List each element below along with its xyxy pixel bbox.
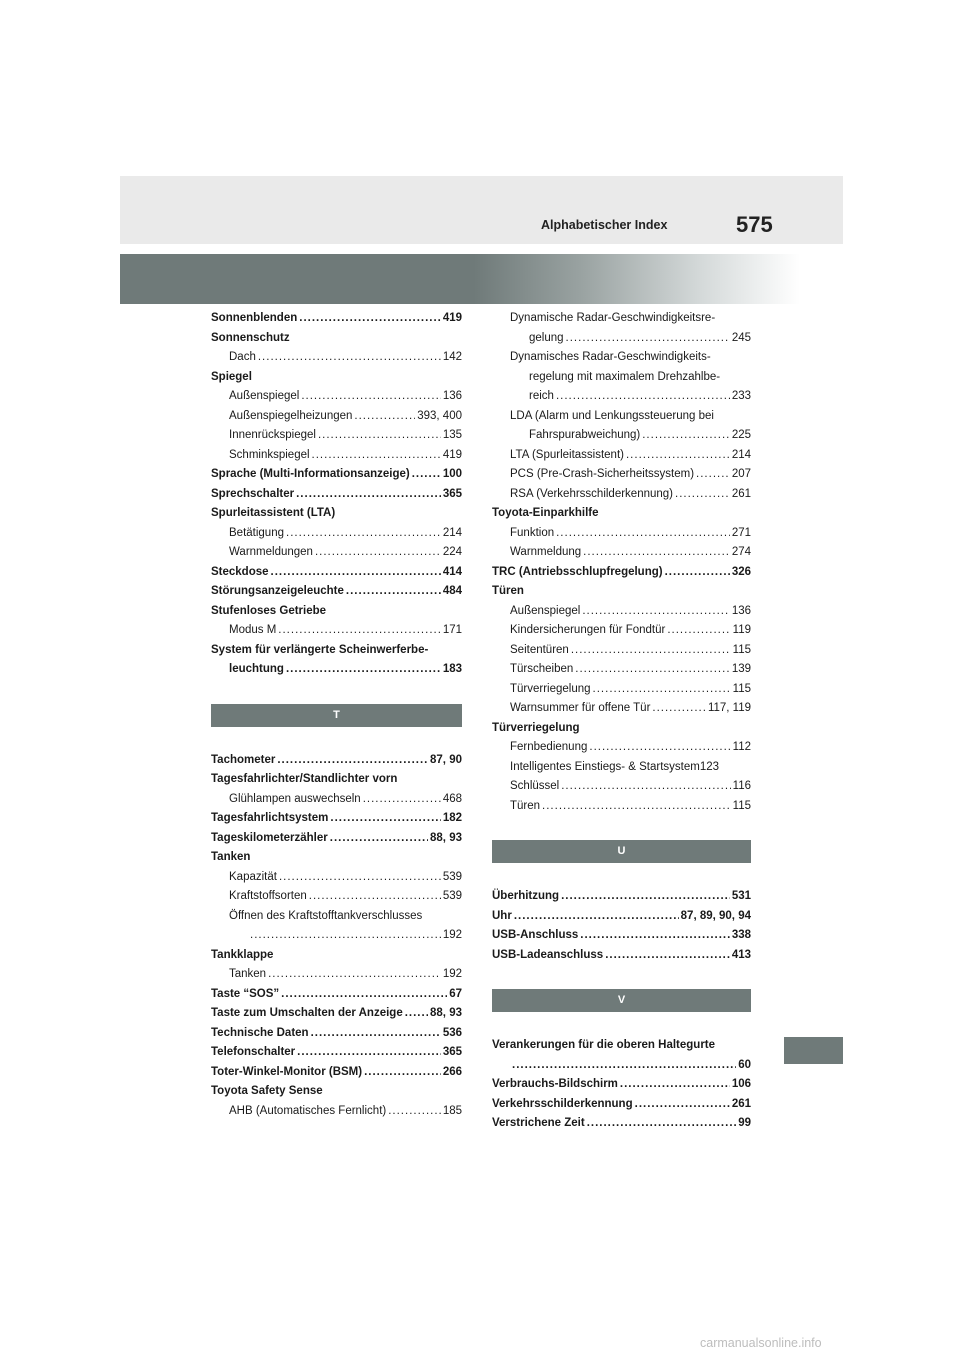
dot-leader	[514, 907, 679, 927]
index-entry	[211, 582, 462, 602]
header-band	[120, 176, 843, 244]
page-reference: 185	[442, 1104, 462, 1117]
index-heading: Stufenloses Getriebe	[211, 604, 327, 617]
page-reference: 365	[442, 487, 462, 500]
index-entry	[211, 660, 462, 680]
index-term: Taste zum Umschalten der Anzeige	[211, 1007, 403, 1019]
page-reference: 214	[442, 526, 462, 539]
index-term: Dach	[229, 351, 256, 363]
index-heading: Spurleitassistent (LTA)	[211, 507, 336, 519]
dot-leader	[279, 868, 441, 888]
index-entry	[492, 738, 751, 758]
dot-leader	[258, 348, 441, 368]
index-subterm: Dynamische Radar-Geschwindigkeitsre-	[510, 312, 716, 324]
index-term: Fahrspurabweichung)	[529, 429, 641, 441]
index-entry	[492, 446, 751, 466]
index-entry	[492, 926, 751, 946]
dot-leader	[635, 1095, 730, 1115]
index-block-v	[492, 1036, 751, 1134]
page-reference: 261	[731, 487, 751, 500]
index-term: Sprache (Multi-Informationsanzeige)	[211, 468, 410, 480]
dot-leader	[675, 485, 730, 505]
dot-leader	[589, 738, 730, 758]
page-reference: 536	[442, 1026, 462, 1039]
page-reference: 112	[732, 741, 751, 753]
dot-leader	[312, 446, 441, 466]
index-term: Kapazität	[229, 870, 277, 883]
page-number: 575	[736, 212, 773, 237]
dot-leader	[582, 602, 729, 622]
decorative-gradient-band	[120, 254, 800, 304]
dot-leader	[301, 387, 440, 407]
dot-leader	[363, 790, 441, 810]
index-entry	[211, 790, 462, 810]
index-term: Modus M	[229, 624, 277, 636]
dot-leader	[364, 1063, 441, 1083]
letter-heading-u: U	[492, 840, 751, 863]
page-reference: 419	[442, 312, 462, 324]
section-title: Alphabetischer Index	[541, 218, 668, 232]
index-block-t-cont	[492, 309, 751, 816]
dot-leader	[587, 1114, 737, 1134]
index-entry	[211, 407, 462, 427]
dot-leader	[542, 797, 731, 817]
dot-leader	[566, 329, 730, 349]
chapter-tab	[784, 1037, 843, 1064]
index-term: Tachometer	[211, 753, 276, 766]
dot-leader	[575, 660, 730, 680]
page-reference: 88, 93	[430, 1007, 462, 1019]
index-term: PCS (Pre-Crash-Sicherheitssystem)	[510, 468, 695, 480]
page-reference: 135	[442, 429, 462, 441]
index-entry	[211, 965, 462, 985]
index-term: Außenspiegel	[229, 390, 300, 402]
index-term: Verstrichene Zeit	[492, 1117, 585, 1129]
page-reference: 192	[442, 968, 462, 980]
index-subterm: LDA (Alarm und Lenkungssteuerung bei	[510, 409, 714, 422]
index-entry	[211, 485, 462, 505]
index-entry	[492, 329, 751, 349]
page-reference: 87, 90	[430, 753, 462, 766]
page-reference: 119	[732, 624, 751, 636]
index-entry	[211, 887, 462, 907]
index-heading: Toyota-Einparkhilfe	[492, 507, 599, 519]
index-entry	[211, 621, 462, 641]
page-reference: 484	[442, 585, 462, 597]
page-reference: 414	[442, 565, 462, 578]
index-term: Überhitzung	[492, 890, 560, 902]
page-reference: 393, 400	[417, 409, 462, 422]
page-reference: 136	[442, 390, 462, 402]
dot-leader	[571, 641, 731, 661]
index-entry	[492, 426, 751, 446]
index-entry	[211, 1004, 462, 1024]
page-reference: 274	[731, 546, 751, 558]
dot-leader	[299, 309, 441, 329]
index-heading: Tanken	[211, 851, 251, 863]
index-term: Verbrauchs-Bildschirm	[492, 1078, 618, 1090]
index-term: Seitentüren	[510, 643, 569, 656]
page-reference: 531	[731, 890, 751, 902]
dot-leader	[626, 446, 730, 466]
dot-leader	[271, 563, 441, 583]
index-entry	[211, 1102, 462, 1122]
page-reference: 106	[731, 1078, 751, 1090]
index-term: Fernbedienung	[510, 741, 588, 753]
index-block-u	[492, 887, 751, 965]
index-subterm: Dynamisches Radar-Geschwindigkeits-	[510, 351, 711, 363]
index-entry	[211, 348, 462, 368]
index-term: Warnmeldung	[510, 546, 582, 558]
index-term: RSA (Verkehrsschilderkennung)	[510, 487, 673, 500]
dot-leader	[642, 426, 730, 446]
index-entry	[211, 387, 462, 407]
index-term: Kraftstoffsorten	[229, 890, 307, 902]
index-term: Störungsanzeigeleuchte	[211, 585, 344, 597]
page-reference: 326	[731, 565, 751, 578]
dot-leader	[296, 485, 441, 505]
page-reference: 115	[732, 799, 751, 812]
index-entry	[211, 524, 462, 544]
index-entry	[492, 1095, 751, 1115]
index-entry	[211, 465, 462, 485]
index-column-right	[492, 309, 751, 1134]
index-subterm: Intelligentes Einstiegs- & Startsystem123	[510, 760, 720, 773]
page-reference: 214	[731, 448, 751, 461]
index-term: Kindersicherungen für Fondtür	[510, 624, 666, 636]
index-term: reich	[529, 390, 554, 402]
page-reference: 207	[731, 468, 751, 480]
index-entry	[492, 465, 751, 485]
page-reference: 192	[442, 929, 462, 941]
index-entry	[492, 1056, 751, 1076]
index-entry	[492, 946, 751, 966]
dot-leader	[665, 563, 730, 583]
page-reference: 182	[442, 812, 462, 824]
page-reference: 233	[731, 390, 751, 402]
index-column-left	[211, 309, 462, 1121]
page-reference: 116	[732, 780, 751, 792]
index-entry	[492, 1114, 751, 1134]
index-entry	[211, 809, 462, 829]
dot-leader	[405, 1004, 428, 1024]
index-heading: System für verlängerte Scheinwerferbe-	[211, 643, 429, 656]
page-reference: 115	[732, 682, 751, 695]
index-term: Taste “SOS”	[211, 987, 280, 1000]
index-entry	[492, 524, 751, 544]
page-reference: 271	[731, 526, 751, 539]
index-term: Warnmeldungen	[229, 546, 313, 558]
index-entry	[211, 1024, 462, 1044]
page-reference: 87, 89, 90, 94	[680, 909, 751, 922]
index-term: Türen	[510, 799, 541, 812]
index-heading: Spiegel	[211, 370, 252, 383]
page-reference: 224	[442, 546, 462, 558]
dot-leader	[667, 621, 730, 641]
page-reference: 539	[442, 890, 462, 902]
index-entry	[492, 797, 751, 817]
index-entry	[211, 563, 462, 583]
index-block-s	[211, 309, 462, 680]
index-entry	[492, 699, 751, 719]
index-term: LTA (Spurleitassistent)	[510, 448, 624, 461]
dot-leader	[277, 751, 428, 771]
index-term: Sprechschalter	[211, 487, 295, 500]
index-heading: Toyota Safety Sense	[211, 1085, 323, 1097]
dot-leader	[309, 887, 441, 907]
index-term: gelung	[529, 331, 564, 344]
index-term: Steckdose	[211, 565, 269, 578]
index-entry	[492, 621, 751, 641]
dot-leader	[330, 809, 440, 829]
page-reference: 413	[731, 948, 751, 961]
index-heading: Tankklappe	[211, 948, 274, 961]
index-entry	[492, 543, 751, 563]
letter-heading-v: V	[492, 989, 751, 1012]
dot-leader	[250, 926, 441, 946]
page-reference: 67	[449, 987, 462, 1000]
page-reference: 245	[731, 331, 751, 344]
page-reference: 117, 119	[707, 702, 751, 714]
index-subterm: regelung mit maximalem Drehzahlbe-	[529, 370, 721, 383]
page-reference: 468	[442, 792, 462, 805]
index-term: Schminkspiegel	[229, 448, 310, 461]
index-entry	[492, 387, 751, 407]
dot-leader	[620, 1075, 730, 1095]
index-term: Funktion	[510, 526, 555, 539]
dot-leader	[583, 543, 730, 563]
index-entry	[211, 926, 462, 946]
index-term: Schlüssel	[510, 780, 560, 792]
page-reference: 139	[731, 663, 751, 675]
dot-leader	[330, 829, 428, 849]
index-entry	[492, 485, 751, 505]
index-heading: Türverriegelung	[492, 721, 580, 734]
page-reference: 225	[731, 429, 751, 441]
index-subterm: Öffnen des Kraftstofftankverschlusses	[229, 909, 423, 922]
page-reference: 539	[442, 870, 462, 883]
index-term: USB-Anschluss	[492, 929, 579, 941]
index-heading: Verankerungen für die oberen Haltegurte	[492, 1039, 716, 1051]
dot-leader	[556, 524, 730, 544]
index-term: Telefonschalter	[211, 1046, 296, 1058]
dot-leader	[696, 465, 730, 485]
page-reference: 60	[738, 1058, 751, 1071]
index-term: Verkehrsschilderkennung	[492, 1097, 633, 1110]
index-entry	[211, 1043, 462, 1063]
index-term: Sonnenblenden	[211, 312, 298, 324]
index-entry	[211, 829, 462, 849]
index-term: Betätigung	[229, 526, 284, 539]
index-entry	[211, 1063, 462, 1083]
dot-leader	[297, 1043, 441, 1063]
index-entry	[211, 543, 462, 563]
dot-leader	[346, 582, 441, 602]
page-reference: 100	[442, 468, 462, 480]
dot-leader	[315, 543, 441, 563]
dot-leader	[556, 387, 730, 407]
index-term: Tanken	[229, 968, 267, 980]
dot-leader	[268, 965, 441, 985]
index-entry	[211, 985, 462, 1005]
index-term: AHB (Automatisches Fernlicht)	[229, 1104, 387, 1117]
page-reference: 136	[731, 604, 751, 617]
dot-leader	[286, 524, 441, 544]
page-reference: 338	[731, 929, 751, 941]
index-term: Tageskilometerzähler	[211, 831, 328, 844]
index-block-t	[211, 751, 462, 1122]
index-entry	[211, 426, 462, 446]
index-entry	[211, 309, 462, 329]
page-reference: 266	[442, 1065, 462, 1078]
index-term: Warnsummer für offene Tür	[510, 702, 651, 714]
index-entry	[211, 446, 462, 466]
index-term: Außenspiegelheizungen	[229, 409, 353, 422]
index-entry	[492, 641, 751, 661]
dot-leader	[561, 887, 730, 907]
index-term: USB-Ladeanschluss	[492, 948, 604, 961]
index-term: Außenspiegel	[510, 604, 581, 617]
dot-leader	[286, 660, 441, 680]
page-reference: 171	[442, 624, 462, 636]
index-term: Türverriegelung	[510, 682, 591, 695]
index-term: Innenrückspiegel	[229, 429, 316, 441]
dot-leader	[652, 699, 706, 719]
dot-leader	[388, 1102, 441, 1122]
dot-leader	[593, 680, 731, 700]
index-entry	[492, 563, 751, 583]
index-term: Glühlampen auswechseln	[229, 792, 361, 805]
index-entry	[492, 680, 751, 700]
page-reference: 88, 93	[430, 831, 462, 844]
page-reference: 115	[732, 643, 751, 656]
dot-leader	[354, 407, 415, 427]
page-reference: 419	[442, 448, 462, 461]
page-reference: 99	[738, 1117, 751, 1129]
index-heading: Sonnenschutz	[211, 331, 290, 344]
index-term: Uhr	[492, 909, 512, 922]
index-entry	[492, 887, 751, 907]
index-entry	[492, 602, 751, 622]
index-term: Türscheiben	[510, 663, 574, 675]
dot-leader	[278, 621, 441, 641]
page-reference: 261	[731, 1097, 751, 1110]
watermark-text: carmanualsonline.info	[700, 1336, 822, 1350]
index-term: Toter-Winkel-Monitor (BSM)	[211, 1065, 363, 1078]
index-entry	[492, 660, 751, 680]
index-entry	[492, 1075, 751, 1095]
dot-leader	[580, 926, 730, 946]
index-term: leuchtung	[229, 663, 284, 675]
index-term: Technische Daten	[211, 1026, 309, 1039]
dot-leader	[311, 1024, 441, 1044]
index-term: Tagesfahrlichtsystem	[211, 812, 329, 824]
index-entry	[211, 868, 462, 888]
dot-leader	[561, 777, 730, 797]
dot-leader	[412, 465, 441, 485]
page-reference: 183	[442, 663, 462, 675]
letter-heading-t: T	[211, 704, 462, 727]
dot-leader	[318, 426, 441, 446]
page-reference: 365	[442, 1046, 462, 1058]
index-heading: Tagesfahrlichter/Standlichter vorn	[211, 773, 398, 785]
index-term: TRC (Antriebsschlupfregelung)	[492, 565, 663, 578]
dot-leader	[605, 946, 730, 966]
dot-leader	[512, 1056, 736, 1076]
index-entry	[492, 907, 751, 927]
dot-leader	[281, 985, 447, 1005]
index-entry	[211, 751, 462, 771]
index-entry	[492, 777, 751, 797]
page-reference: 142	[442, 351, 462, 363]
index-heading: Türen	[492, 585, 524, 597]
